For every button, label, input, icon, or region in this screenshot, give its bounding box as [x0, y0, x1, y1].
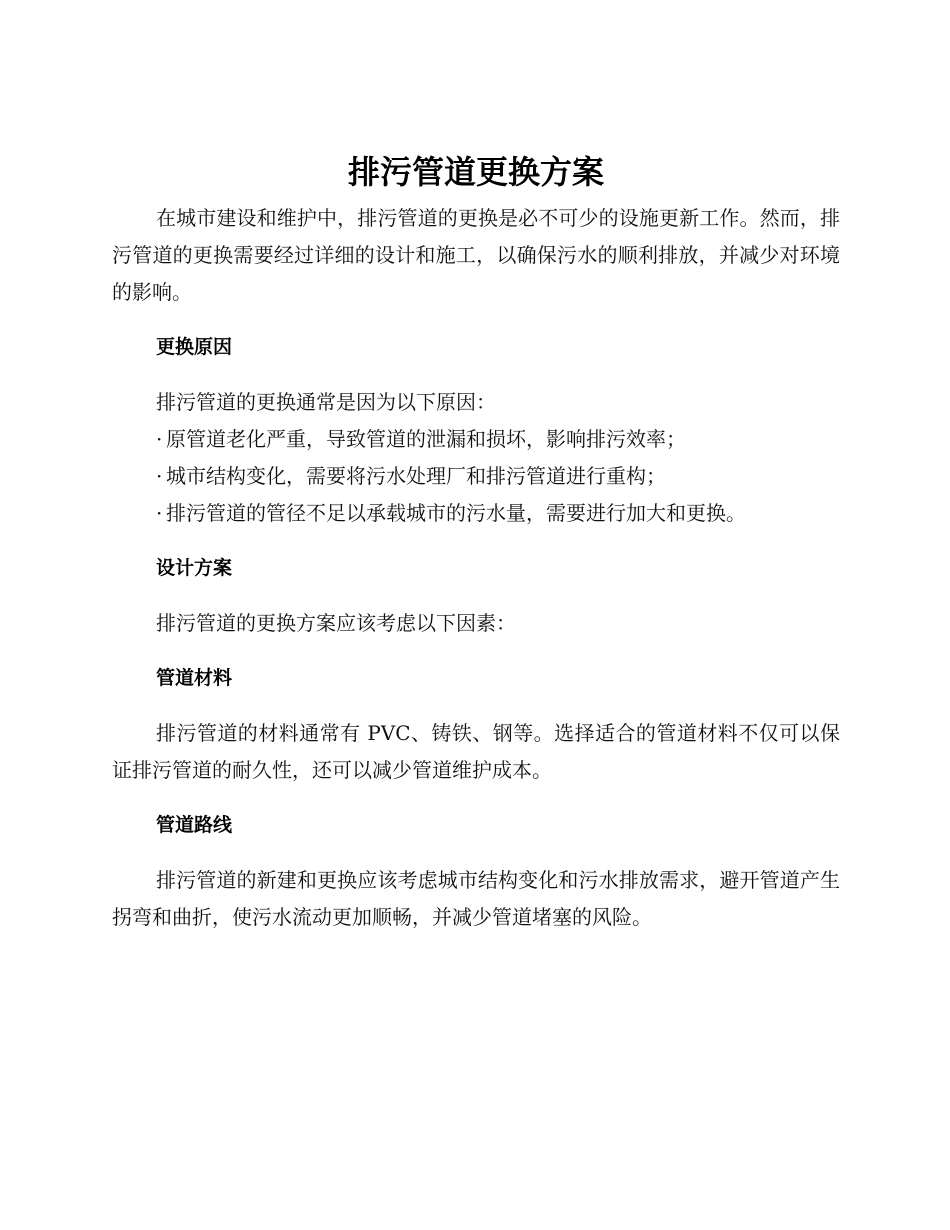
reason-bullet-text: 排污管道的管径不足以承载城市的污水量，需要进行加大和更换。 [166, 501, 746, 525]
reason-bullet-item [112, 421, 840, 458]
document-title: 排污管道更换方案 [347, 153, 604, 191]
route-paragraph: 排污管道的新建和更换应该考虑城市结构变化和污水排放需求，避开管道产生拐弯和曲折，使污水流动更加顺畅，并减少管道堵塞的风险。 [112, 868, 840, 929]
section-heading-design: 设计方案 [156, 557, 233, 579]
reason-bullet-text: 城市结构变化，需要将污水处理厂和排污管道进行重构； [166, 464, 666, 488]
bullet-dot: · [156, 427, 163, 451]
reason-bullet-item [112, 495, 840, 532]
reason-bullet-item [112, 458, 840, 495]
section-heading-route: 管道路线 [156, 814, 233, 836]
material-paragraph: 排污管道的材料通常有 PVC、铸铁、钢等。选择适合的管道材料不仅可以保证排污管道的耐久性，还可以减少管道维护成本。 [112, 721, 840, 782]
intro-paragraph: 在城市建设和维护中，排污管道的更换是必不可少的设施更新工作。然而，排污管道的更换需要经过详细的设计和施工，以确保污水的顺利排放，并减少对环境的影响。 [112, 206, 840, 304]
bullet-dot: · [156, 464, 163, 488]
bullet-dot: · [156, 501, 163, 525]
reason-bullet-text: 原管道老化严重，导致管道的泄漏和损坏，影响排污效率； [166, 427, 686, 451]
section-heading-material: 管道材料 [156, 667, 233, 689]
reasons-lead-paragraph: 排污管道的更换通常是因为以下原因： [156, 390, 496, 414]
design-lead-paragraph: 排污管道的更换方案应该考虑以下因素： [156, 611, 516, 635]
section-heading-reasons: 更换原因 [156, 336, 233, 358]
